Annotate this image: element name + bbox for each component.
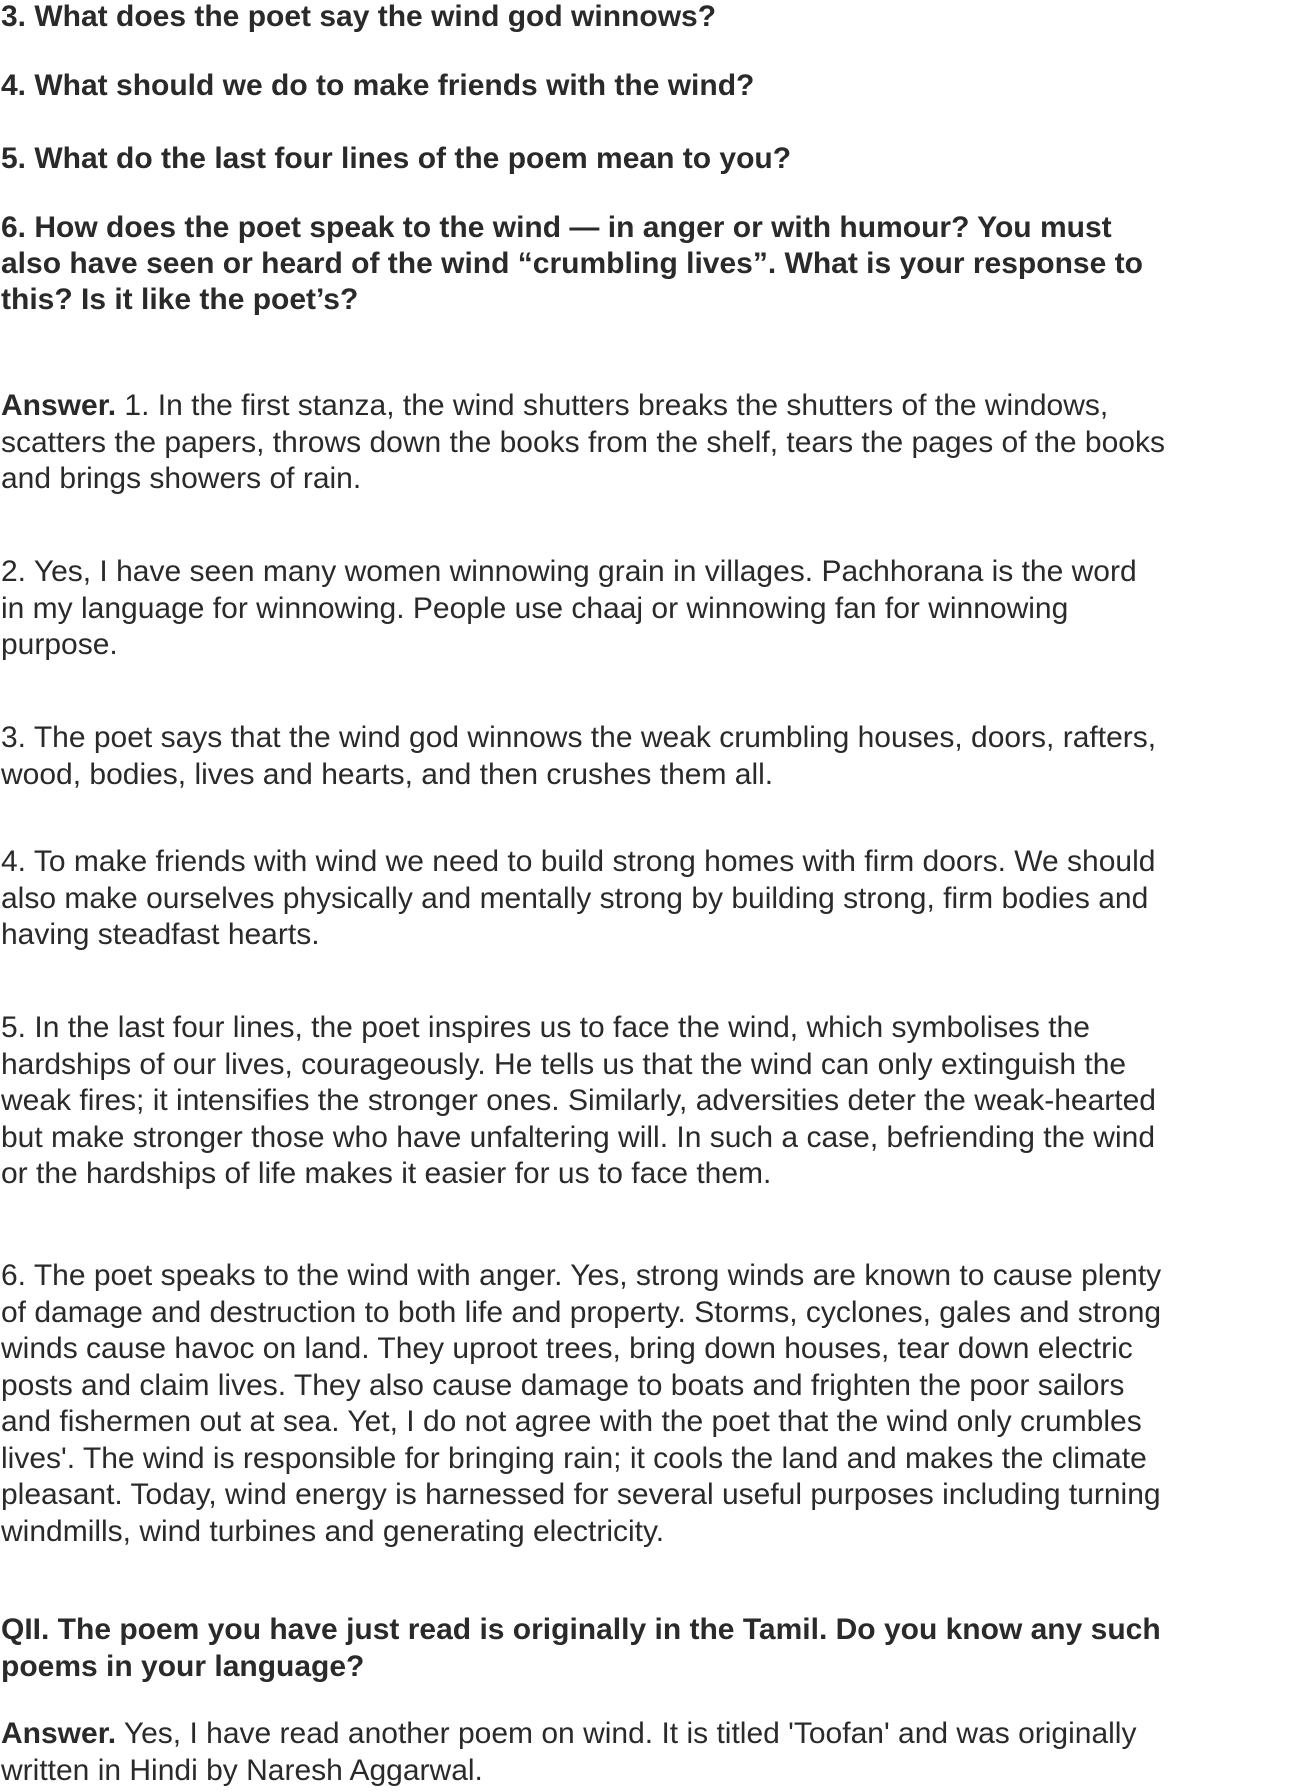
answer-5 bbox=[1, 1010, 1293, 1193]
answer-6-line: windmills, wind turbines and generating electricity. bbox=[1, 1514, 665, 1548]
answer-qii-line: Yes, I have read another poem on wind. It is titled 'Toofan' and was originally bbox=[116, 1717, 1137, 1750]
answer-5-line: or the hardships of life makes it easier for us to face them. bbox=[1, 1157, 772, 1190]
answer-6-line: and fishermen out at sea. Yet, I do not agree with the poet that the wind only crumbles bbox=[1, 1405, 1142, 1438]
question-6 bbox=[1, 210, 1291, 318]
answer-5-line: 5. In the last four lines, the poet inspires us to face the wind, which symbolises the bbox=[1, 1011, 1090, 1044]
answer-3-line: 3. The poet says that the wind god winnows the weak crumbling houses, doors, rafters, bbox=[1, 721, 1157, 754]
answer-6-line: lives'. The wind is responsible for bringing rain; it cools the land and makes the climate bbox=[1, 1441, 1147, 1475]
answer-qii-line: written in Hindi by Naresh Aggarwal. bbox=[1, 1753, 483, 1787]
answer-5-line: hardships of our lives, courageously. He tells us that the wind can only extinguish the bbox=[1, 1047, 1127, 1081]
question-qii-line: poems in your language? bbox=[1, 1649, 365, 1683]
answer-6-line: of damage and destruction to both life and property. Storms, cyclones, gales and strong bbox=[1, 1295, 1162, 1329]
answer-4 bbox=[1, 844, 1293, 954]
answer-label: Answer. bbox=[1, 1717, 117, 1750]
answer-2 bbox=[1, 554, 1293, 664]
question-4: 4. What should we do to make friends with the wind? bbox=[1, 69, 755, 102]
answer-1-line: scatters the papers, throws down the books from the shelf, tears the pages of the books bbox=[1, 425, 1165, 459]
question-6-line: this? Is it like the poet’s? bbox=[1, 283, 359, 316]
answer-5-line: but make stronger those who have unfaltering will. In such a case, befriending the wind bbox=[1, 1120, 1156, 1154]
answer-2-line: purpose. bbox=[1, 628, 118, 661]
question-6-line: 6. How does the poet speak to the wind — in anger or with humour? You must bbox=[1, 211, 1112, 244]
answer-2-line: 2. Yes, I have seen many women winnowing grain in villages. Pachhorana is the word bbox=[1, 555, 1137, 588]
answer-4-line: having steadfast hearts. bbox=[1, 918, 320, 951]
question-qii-line: QII. The poem you have just read is originally in the Tamil. Do you know any such bbox=[1, 1613, 1161, 1646]
answer-4-line: 4. To make friends with wind we need to build strong homes with firm doors. We should bbox=[1, 845, 1156, 878]
answer-6-line: 6. The poet speaks to the wind with anger. Yes, strong winds are known to cause plenty bbox=[1, 1259, 1162, 1292]
answer-6-line: posts and claim lives. They also cause damage to boats and frighten the poor sailors bbox=[1, 1368, 1125, 1402]
answer-3 bbox=[1, 720, 1293, 793]
answer-4-line: also make ourselves physically and mentally strong by building strong, firm bodies and bbox=[1, 881, 1149, 915]
answer-1 bbox=[1, 388, 1293, 498]
question-qii bbox=[1, 1612, 1291, 1685]
question-5: 5. What do the last four lines of the poem mean to you? bbox=[1, 142, 792, 175]
answer-label: Answer. bbox=[1, 389, 117, 422]
answer-6-line: pleasant. Today, wind energy is harnessed for several useful purposes including turning bbox=[1, 1478, 1161, 1511]
question-6-line: also have seen or heard of the wind “crumbling lives”. What is your response to bbox=[1, 247, 1143, 280]
answer-6-line: winds cause havoc on land. They uproot trees, bring down houses, tear down electric bbox=[1, 1332, 1133, 1365]
answer-6 bbox=[1, 1258, 1293, 1550]
answer-1-line: and brings showers of rain. bbox=[1, 462, 362, 495]
question-3: 3. What does the poet say the wind god winnows? bbox=[1, 0, 717, 33]
answer-1-line: 1. In the first stanza, the wind shutters breaks the shutters of the windows, bbox=[116, 389, 1109, 422]
answer-2-line: in my language for winnowing. People use chaaj or winnowing fan for winnowing bbox=[1, 591, 1069, 625]
answer-qii bbox=[1, 1716, 1293, 1789]
answer-3-line: wood, bodies, lives and hearts, and then crushes them all. bbox=[1, 757, 774, 791]
answer-5-line: weak fires; it intensifies the stronger ones. Similarly, adversities deter the weak-hearted bbox=[1, 1084, 1156, 1117]
